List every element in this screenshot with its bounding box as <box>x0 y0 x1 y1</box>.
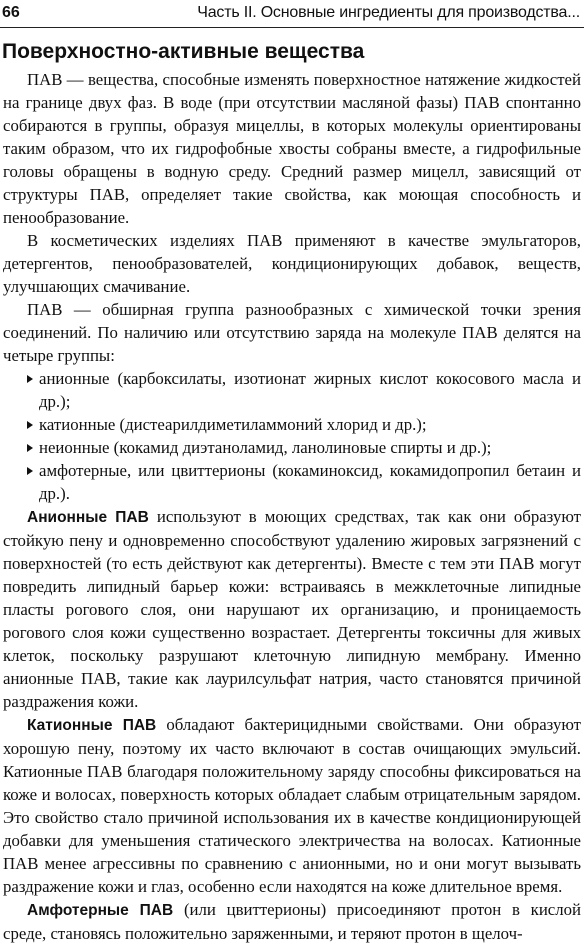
bullet-icon <box>27 444 33 452</box>
paragraph-applications: В косметических изделиях ПАВ применяют в качестве эмульгаторов, детергентов, пенообразователей, кондиционирующих добавок, веществ, улучшающих смачивание. <box>3 231 581 296</box>
paragraph-amphoteric <box>3 898 581 945</box>
body-text <box>3 68 581 945</box>
bullet-icon <box>27 375 33 383</box>
groups-list <box>3 367 581 505</box>
list-item <box>3 367 581 413</box>
section-title: Поверхностно-активные вещества <box>2 40 365 63</box>
paragraph-definition: ПАВ — вещества, способные изменять поверхностное натяжение жидкостей на границе двух фаз. В воде (при отсутствии масляной фазы) ПАВ спонтанно собираются в группы, образуя мицеллы, в которых молекулы ориентированы таким образом, что их гидрофобные хвосты собраны вместе, а гидрофильные головы обращены в водную среду. Средний размер мицелл, зависящий от структуры ПАВ, определяет такие свойства, как моющая способность и пенообразование. <box>3 70 581 227</box>
term-anionic: Анионные ПАВ <box>27 509 149 526</box>
list-item <box>3 436 581 459</box>
term-amphoteric: Амфотерные ПАВ <box>27 902 174 919</box>
cationic-text: обладают бактерицидными свойствами. Они образуют хорошую пену, поэтому их часто включают в состав очищающих эмульсий. Катионные ПАВ благодаря положительному заряду способны фиксироваться на коже и волосах, поверхность которых обладает слабым отрицательным зарядом. Это свойство стало причиной использования их в качестве кондиционирующей добавки для уменьшения статического электричества на волосах. Катионные ПАВ менее агрессивны по сравнению с анионными, но и они могут вызывать раздражение кожи и глаз, особенно если находятся на коже длительное время. <box>3 715 581 896</box>
list-item-text: неионные (кокамид диэтаноламид, ланолиновые спирты и др.); <box>39 438 492 457</box>
header-rule <box>0 27 584 28</box>
running-title: Часть II. Основные ингредиенты для производства... <box>197 4 580 21</box>
list-item-text: амфотерные, или цвиттерионы (кокаминоксид, кокамидопропил бетаин и др.). <box>39 461 581 503</box>
bullet-icon <box>27 421 33 429</box>
paragraph-anionic <box>3 505 581 713</box>
list-item <box>3 413 581 436</box>
page-number: 66 <box>2 4 20 21</box>
list-item-text: анионные (карбоксилаты, изотионат жирных кислот кокосового масла и др.); <box>39 369 581 411</box>
paragraph-cationic <box>3 713 581 898</box>
term-cationic: Катионные ПАВ <box>27 717 157 734</box>
list-item <box>3 459 581 505</box>
anionic-text: используют в моющих средствах, так как они образуют стойкую пену и одновременно способствуют удалению жировых загрязнений с поверхностей (то есть действуют как детергенты). Вместе с тем эти ПАВ могут повредить липидный барьер кожи: встраиваясь в межклеточные липидные пласты рогового слоя, они нарушают их организацию, и проницаемость рогового слоя кожи существенно возрастает. Детергенты токсичны для живых клеток, поскольку разрушают клеточную липидную мембрану. Именно анионные ПАВ, такие как лаурилсульфат натрия, часто становятся причиной раздражения кожи. <box>3 507 581 711</box>
page-header <box>0 0 584 26</box>
list-item-text: катионные (дистеарилдиметиламмоний хлорид и др.); <box>39 415 427 434</box>
bullet-icon <box>27 467 33 475</box>
amphoteric-text: (или цвиттерионы) присоединяют протон в кислой среде, становясь положительно заряженными, и теряют протон в щелоч- <box>3 900 581 943</box>
paragraph-groups-intro: ПАВ — обширная группа разнообразных с химической точки зрения соединений. По наличию или отсутствию заряда на молекуле ПАВ делятся на четыре группы: <box>3 300 581 365</box>
